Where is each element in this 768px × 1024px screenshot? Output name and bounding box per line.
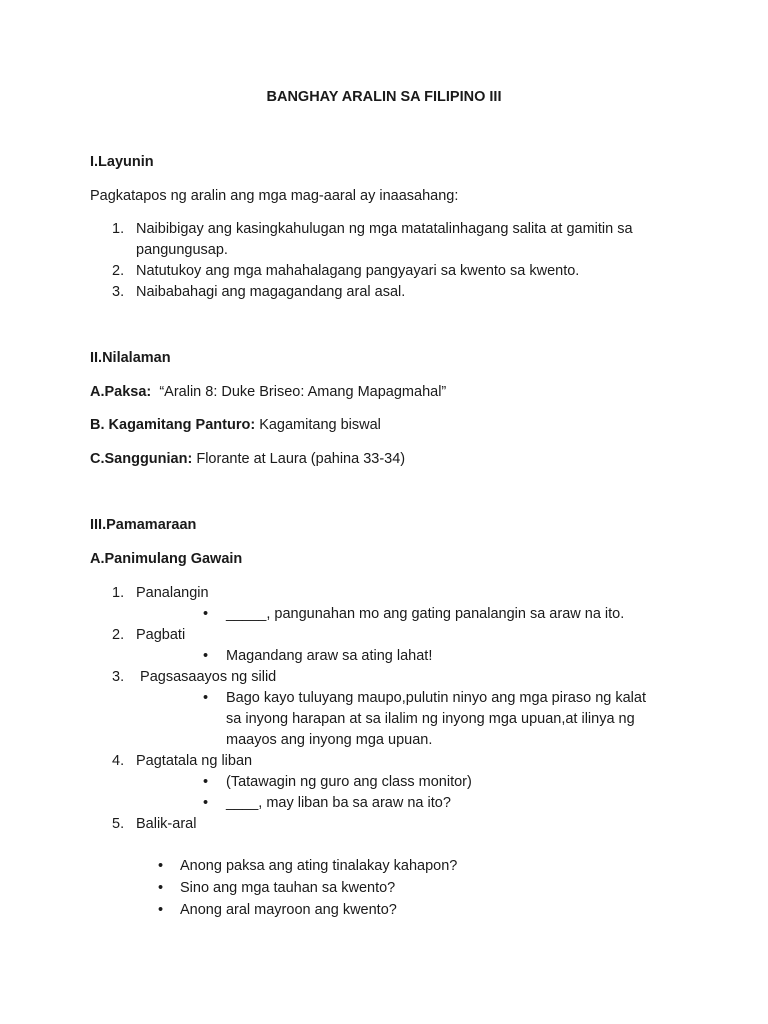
step-number: 3. <box>112 669 125 685</box>
document-title: BANGHAY ARALIN SA FILIPINO III <box>266 89 502 105</box>
bullet-icon: • <box>203 606 209 622</box>
step-label: Pagsasaayos ng silid <box>136 669 277 685</box>
question-text: Anong paksa ang ating tinalakay kahapon? <box>180 858 458 874</box>
step-number: 4. <box>112 753 125 769</box>
list-item-text: Naibabahagi ang magagandang aral asal. <box>136 284 406 300</box>
subheading-panimulang-gawain: A.Panimulang Gawain <box>90 551 243 567</box>
section-heading-nilalaman: II.Nilalaman <box>90 350 171 366</box>
bullet-icon: • <box>203 795 209 811</box>
bullet-icon: • <box>158 880 164 896</box>
step-label: Panalangin <box>136 585 209 601</box>
question-text: Sino ang mga tauhan sa kwento? <box>180 880 396 896</box>
bullet-icon: • <box>158 858 164 874</box>
paksa-value: “Aralin 8: Duke Briseo: Amang Mapagmahal” <box>159 384 447 400</box>
section-heading-pamamaraan: III.Pamamaraan <box>90 517 197 533</box>
sanggunian-value: Florante at Laura (pahina 33-34) <box>196 451 406 467</box>
bullet-icon: • <box>203 774 209 790</box>
paksa-line <box>90 382 446 403</box>
step-number: 2. <box>112 627 125 643</box>
kagamitan-value: Kagamitang biswal <box>259 417 381 433</box>
bullet-text: Magandang araw sa ating lahat! <box>226 648 433 664</box>
question-text: Anong aral mayroon ang kwento? <box>180 902 397 918</box>
list-number: 2. <box>112 263 125 279</box>
bullet-text: (Tatawagin ng guro ang class monitor) <box>226 774 472 790</box>
section-heading-layunin: I.Layunin <box>90 154 154 170</box>
step-number: 1. <box>112 585 125 601</box>
list-item-text: Naibibigay ang kasingkahulugan ng mga matatalinhagang salita at gamitin sa <box>136 221 633 237</box>
layunin-intro: Pagkatapos ng aralin ang mga mag-aaral ay inaasahang: <box>90 188 459 204</box>
list-item-text: Natutukoy ang mga mahahalagang pangyayari sa kwento sa kwento. <box>136 263 580 279</box>
kagamitan-line <box>90 415 381 436</box>
bullet-text: maayos ang inyong mga upuan. <box>226 732 433 748</box>
bullet-icon: • <box>203 648 209 664</box>
kagamitan-label: B. Kagamitang Panturo: <box>90 417 256 433</box>
sanggunian-label: C.Sanggunian: <box>90 451 193 467</box>
list-item-text: pangungusap. <box>136 242 228 258</box>
bullet-text: ____, may liban ba sa araw na ito? <box>226 795 451 811</box>
list-number: 1. <box>112 221 125 237</box>
sanggunian-line <box>90 449 405 470</box>
bullet-text: _____, pangunahan mo ang gating panalangin sa araw na ito. <box>226 606 625 622</box>
step-number: 5. <box>112 816 125 832</box>
step-label: Balik-aral <box>136 816 197 832</box>
paksa-label: A.Paksa: <box>90 384 152 400</box>
bullet-text: sa inyong harapan at sa ilalim ng inyong mga upuan,at ilinya ng <box>226 711 635 727</box>
bullet-text: Bago kayo tuluyang maupo,pulutin ninyo ang mga piraso ng kalat <box>226 690 646 706</box>
list-number: 3. <box>112 284 125 300</box>
bullet-icon: • <box>158 902 164 918</box>
bullet-icon: • <box>203 690 209 706</box>
step-label: Pagtatala ng liban <box>136 753 253 769</box>
step-label: Pagbati <box>136 627 186 643</box>
